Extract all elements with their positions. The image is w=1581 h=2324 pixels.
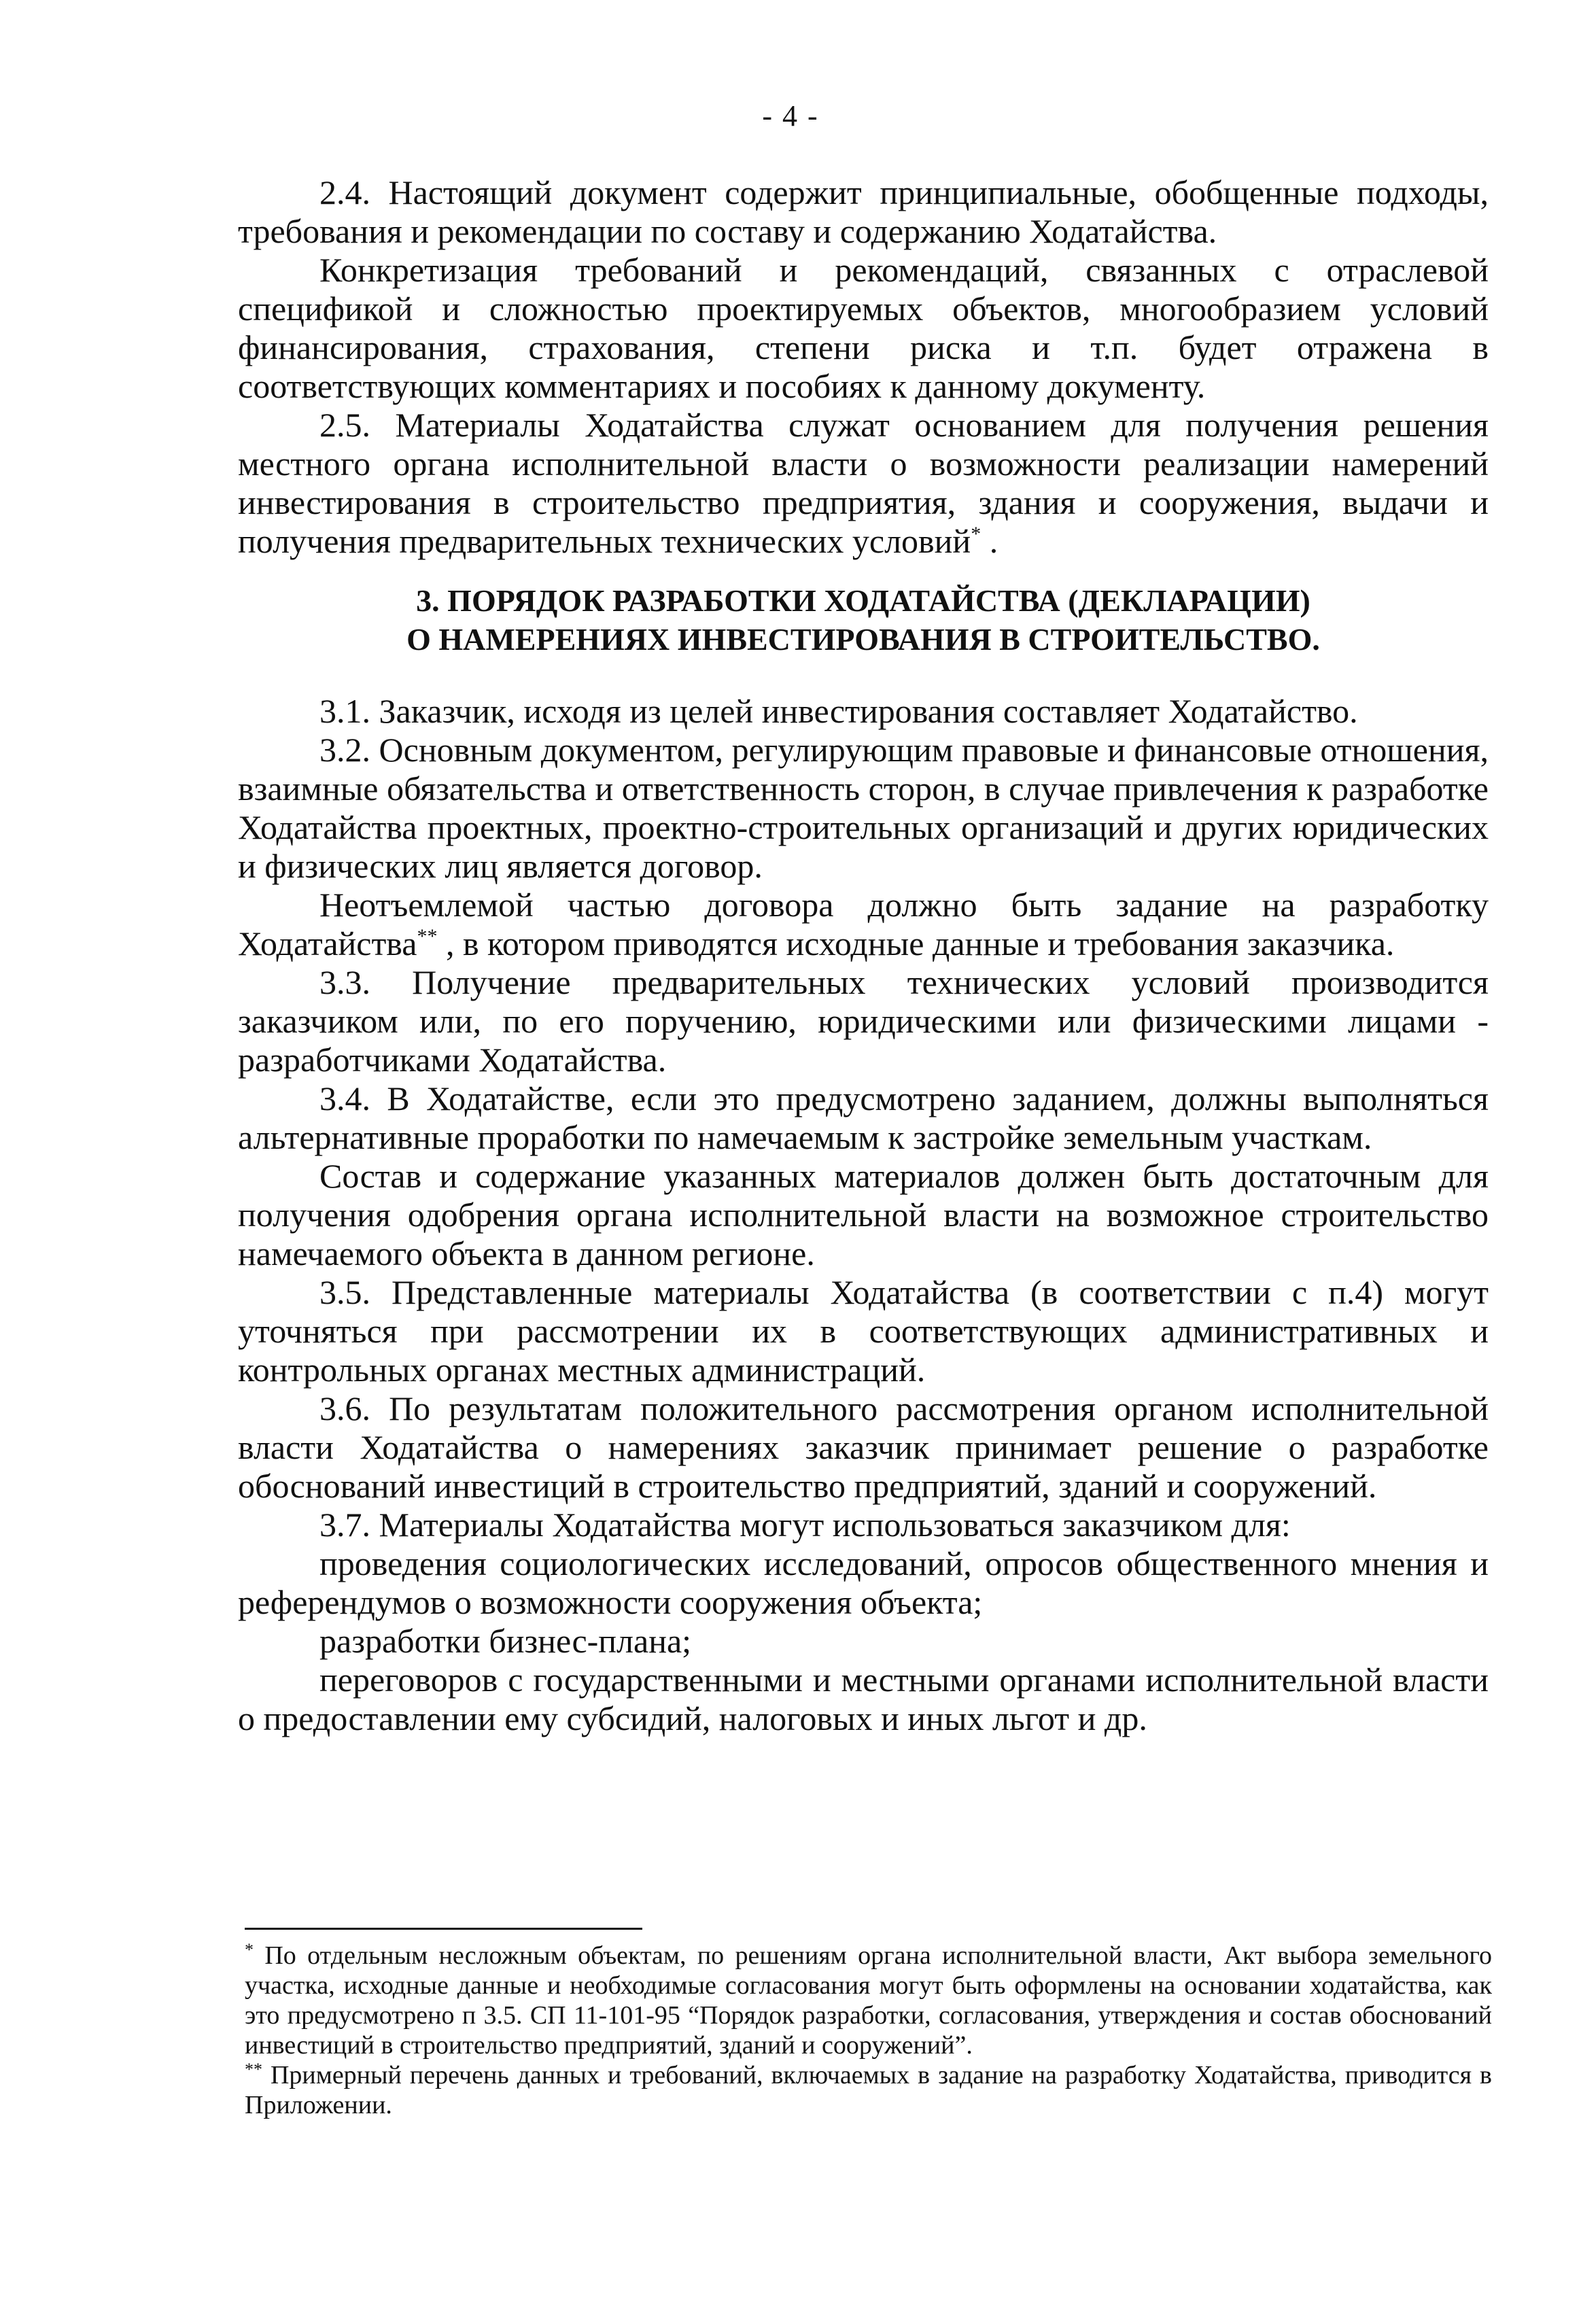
paragraph-3-1: 3.1. Заказчик, исходя из целей инвестирования составляет Ходатайство. [319,692,1358,730]
section-2-body [238,173,1489,561]
paragraph-composition: Состав и содержание указанных материалов должен быть достаточным для получения одобрения органа исполнительной власти на возможное строительство намечаемого объекта в данном регионе. [238,1157,1489,1272]
paragraph-2-5-text: 2.5. Материалы Ходатайства служат основанием для получения решения местного органа исполнительной власти о возможности реализации намерений инвестирования в строительство предприятия, здания и сооружения, выдачи и получения предварительных технических условий [238,406,1489,560]
section-3-heading-line-1: 3. ПОРЯДОК РАЗРАБОТКИ ХОДАТАЙСТВА (ДЕКЛАРАЦИИ) [416,583,1310,618]
paragraph-2-5-end: . [981,522,998,560]
paragraph-3-7: 3.7. Материалы Ходатайства могут использоваться заказчиком для: [319,1506,1291,1544]
paragraph-contract-end: , в котором приводятся исходные данные и требования заказчика. [437,924,1395,962]
footnote-2-text: Примерный перечень данных и требований, включаемых в задание на разработку Ходатайства, приводится в Приложении. [245,2061,1492,2119]
footnote-separator [245,1928,642,1930]
paragraph-contract-start: Неотъемлемой частью договора должно быть задание на разработку Ходатайства [238,886,1489,962]
footnote-1-text: По отдельным несложным объектам, по решениям органа исполнительной власти, Акт выбора земельного участка, исходные данные и необходимые согласования могут быть оформлены на основании ходатайства, как это предусмотрено п 3.5. СП 11-101-95 “Порядок разработки, согласования, утверждения и состав обоснований инвестиций в строительство предприятий, зданий и сооружений”. [245,1941,1492,2060]
footnote-2-symbol: ** [245,2060,262,2079]
footnote-2 [245,2060,1492,2120]
page-number: - 4 - [762,99,819,133]
paragraph-3-6: 3.6. По результатам положительного рассмотрения органом исполнительной власти Ходатайства о намерениях заказчик принимает решение о разработке обоснований инвестиций в строительство предприятий, зданий и сооружений. [238,1389,1489,1505]
list-item-business-plan: разработки бизнес-плана; [319,1622,692,1660]
paragraph-concretization: Конкретизация требований и рекомендаций, связанных с отраслевой спецификой и сложностью проектируемых объектов, многообразием условий финансирования, страхования, степени риска и т.п. будет отражена в соответствующих комментариях и пособиях к данному документу. [238,251,1489,405]
footnote-1-symbol: * [245,1940,254,1960]
list-item-sociological: проведения социологических исследований, опросов общественного мнения и референдумов о возможности сооружения объекта; [238,1544,1489,1621]
paragraph-3-5: 3.5. Представленные материалы Ходатайства (в соответствии с п.4) могут уточняться при рассмотрении их в соответствующих административных и контрольных органах местных администраций. [238,1273,1489,1389]
paragraph-3-3: 3.3. Получение предварительных технических условий производится заказчиком или, по его поручению, юридическими или физическими лицами - разработчиками Ходатайства. [238,963,1489,1079]
footnotes [245,1941,1492,2120]
paragraph-3-4: 3.4. В Ходатайстве, если это предусмотрено заданием, должны выполняться альтернативные проработки по намечаемым к застройке земельным участкам. [238,1079,1489,1156]
paragraph-3-2: 3.2. Основным документом, регулирующим правовые и финансовые отношения, взаимные обязательства и ответственность сторон, в случае привлечения к разработке Ходатайства проектных, проектно-строительных организаций и других юридических и физических лиц является договор. [238,731,1489,885]
paragraph-2-5 [238,406,1489,561]
paragraph-contract-task [238,886,1489,963]
section-3-body [238,692,1489,1738]
paragraph-2-4: 2.4. Настоящий документ содержит принципиальные, обобщенные подходы, требования и рекомендации по составу и содержанию Ходатайства. [238,173,1489,250]
list-item-negotiations: переговоров с государственными и местными органами исполнительной власти о предоставлении ему субсидий, налоговых и иных льгот и др. [238,1661,1489,1737]
section-3-heading [238,581,1489,659]
section-3-heading-line-2: О НАМЕРЕНИЯХ ИНВЕСТИРОВАНИЯ В СТРОИТЕЛЬСТВО. [406,622,1320,657]
footnote-ref-2: ** [417,925,438,948]
footnote-1 [245,1941,1492,2060]
footnote-ref-1: * [971,523,981,545]
